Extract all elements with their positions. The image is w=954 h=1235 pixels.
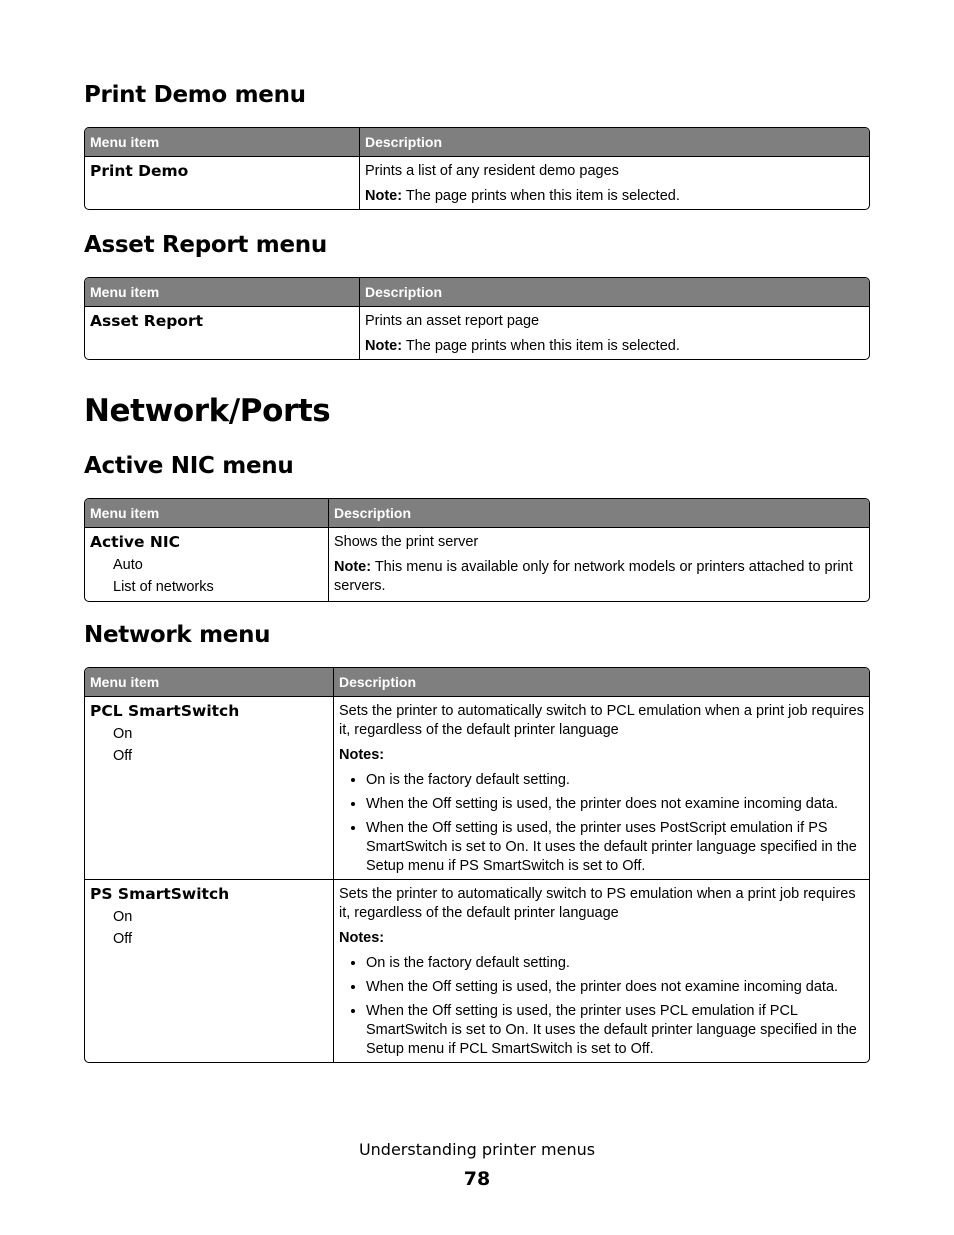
footer-chapter-title: Understanding printer menus (358, 1140, 596, 1159)
notes-label (339, 746, 864, 765)
list-item: • On is the factory default setting. (366, 954, 864, 973)
notes-label-text: Notes: (339, 930, 385, 946)
column-header-menu-item: Menu item (85, 128, 359, 157)
notes-list (339, 954, 864, 1059)
menu-item-name: PS SmartSwitch (90, 885, 230, 903)
column-header-description: Description (328, 499, 869, 528)
menu-item-cell (85, 879, 333, 1062)
active-nic-table (84, 498, 870, 602)
description-text: Prints a list of any resident demo pages (365, 163, 619, 179)
table-row (85, 157, 869, 209)
menu-option: On (113, 726, 133, 742)
description-cell (359, 307, 869, 359)
menu-item-cell (85, 157, 359, 209)
notes-label-text: Notes: (339, 747, 385, 763)
active-nic-heading: Active NIC menu (84, 453, 294, 479)
description-text: Prints an asset report page (365, 313, 540, 329)
note-label: Note: (365, 188, 403, 204)
description-cell (333, 879, 869, 1062)
description-cell (328, 528, 869, 601)
column-header-description: Description (359, 128, 869, 157)
notes-label (339, 929, 864, 948)
menu-option: Off (113, 931, 133, 947)
list-item: • On is the factory default setting. (366, 771, 864, 790)
table-row (85, 879, 869, 1062)
note-text: This menu is available only for network models or printers attached to print servers. (334, 559, 853, 594)
network-table (84, 667, 870, 1063)
description-text: Sets the printer to automatically switch to PS emulation when a print job requires it, regardless of the default printer language (339, 886, 856, 921)
description-text: Shows the print server (334, 534, 479, 550)
list-item: • When the Off setting is used, the printer uses PCL emulation if PCL SmartSwitch is set to On. It uses the default printer language specified in the Setup menu if PCL SmartSwitch is set to Off. (366, 1002, 864, 1059)
asset-report-heading: Asset Report menu (84, 232, 327, 258)
note (365, 187, 864, 206)
description-cell (359, 157, 869, 209)
column-header-description: Description (333, 668, 869, 697)
column-header-menu-item: Menu item (85, 278, 359, 307)
notes-list (339, 771, 864, 876)
menu-item-cell (85, 697, 333, 879)
note-label: Note: (365, 338, 403, 354)
asset-report-table (84, 277, 870, 360)
note-label: Note: (334, 559, 372, 575)
column-header-menu-item: Menu item (85, 668, 333, 697)
menu-option: Auto (113, 557, 143, 573)
column-header-menu-item: Menu item (85, 499, 328, 528)
page-number: 78 (463, 1168, 491, 1190)
menu-item-cell (85, 528, 328, 601)
menu-item-name: Print Demo (90, 162, 189, 180)
network-heading: Network menu (84, 622, 271, 648)
print-demo-table (84, 127, 870, 210)
note (334, 558, 864, 596)
menu-option: List of networks (113, 579, 214, 595)
menu-item-name: Asset Report (90, 312, 204, 330)
note (365, 337, 864, 356)
menu-option: On (113, 909, 133, 925)
note-text: The page prints when this item is selected. (402, 188, 680, 204)
menu-item-name: Active NIC (90, 533, 181, 551)
menu-option: Off (113, 748, 133, 764)
list-item: • When the Off setting is used, the printer does not examine incoming data. (366, 978, 864, 997)
description-text: Sets the printer to automatically switch to PCL emulation when a print job requires it, regardless of the default printer language (339, 703, 864, 738)
list-item: • When the Off setting is used, the printer uses PostScript emulation if PS SmartSwitch is set to On. It uses the default printer language specified in the Setup menu if PS SmartSwitch is set to Off. (366, 819, 864, 876)
description-cell (333, 697, 869, 879)
menu-item-cell (85, 307, 359, 359)
list-item: • When the Off setting is used, the printer does not examine incoming data. (366, 795, 864, 814)
chapter-heading: Network/Ports (84, 393, 331, 429)
print-demo-heading: Print Demo menu (84, 82, 306, 108)
table-row (85, 307, 869, 359)
table-row (85, 697, 869, 879)
menu-item-name: PCL SmartSwitch (90, 702, 240, 720)
table-row (85, 528, 869, 601)
note-text: The page prints when this item is selected. (402, 338, 680, 354)
column-header-description: Description (359, 278, 869, 307)
